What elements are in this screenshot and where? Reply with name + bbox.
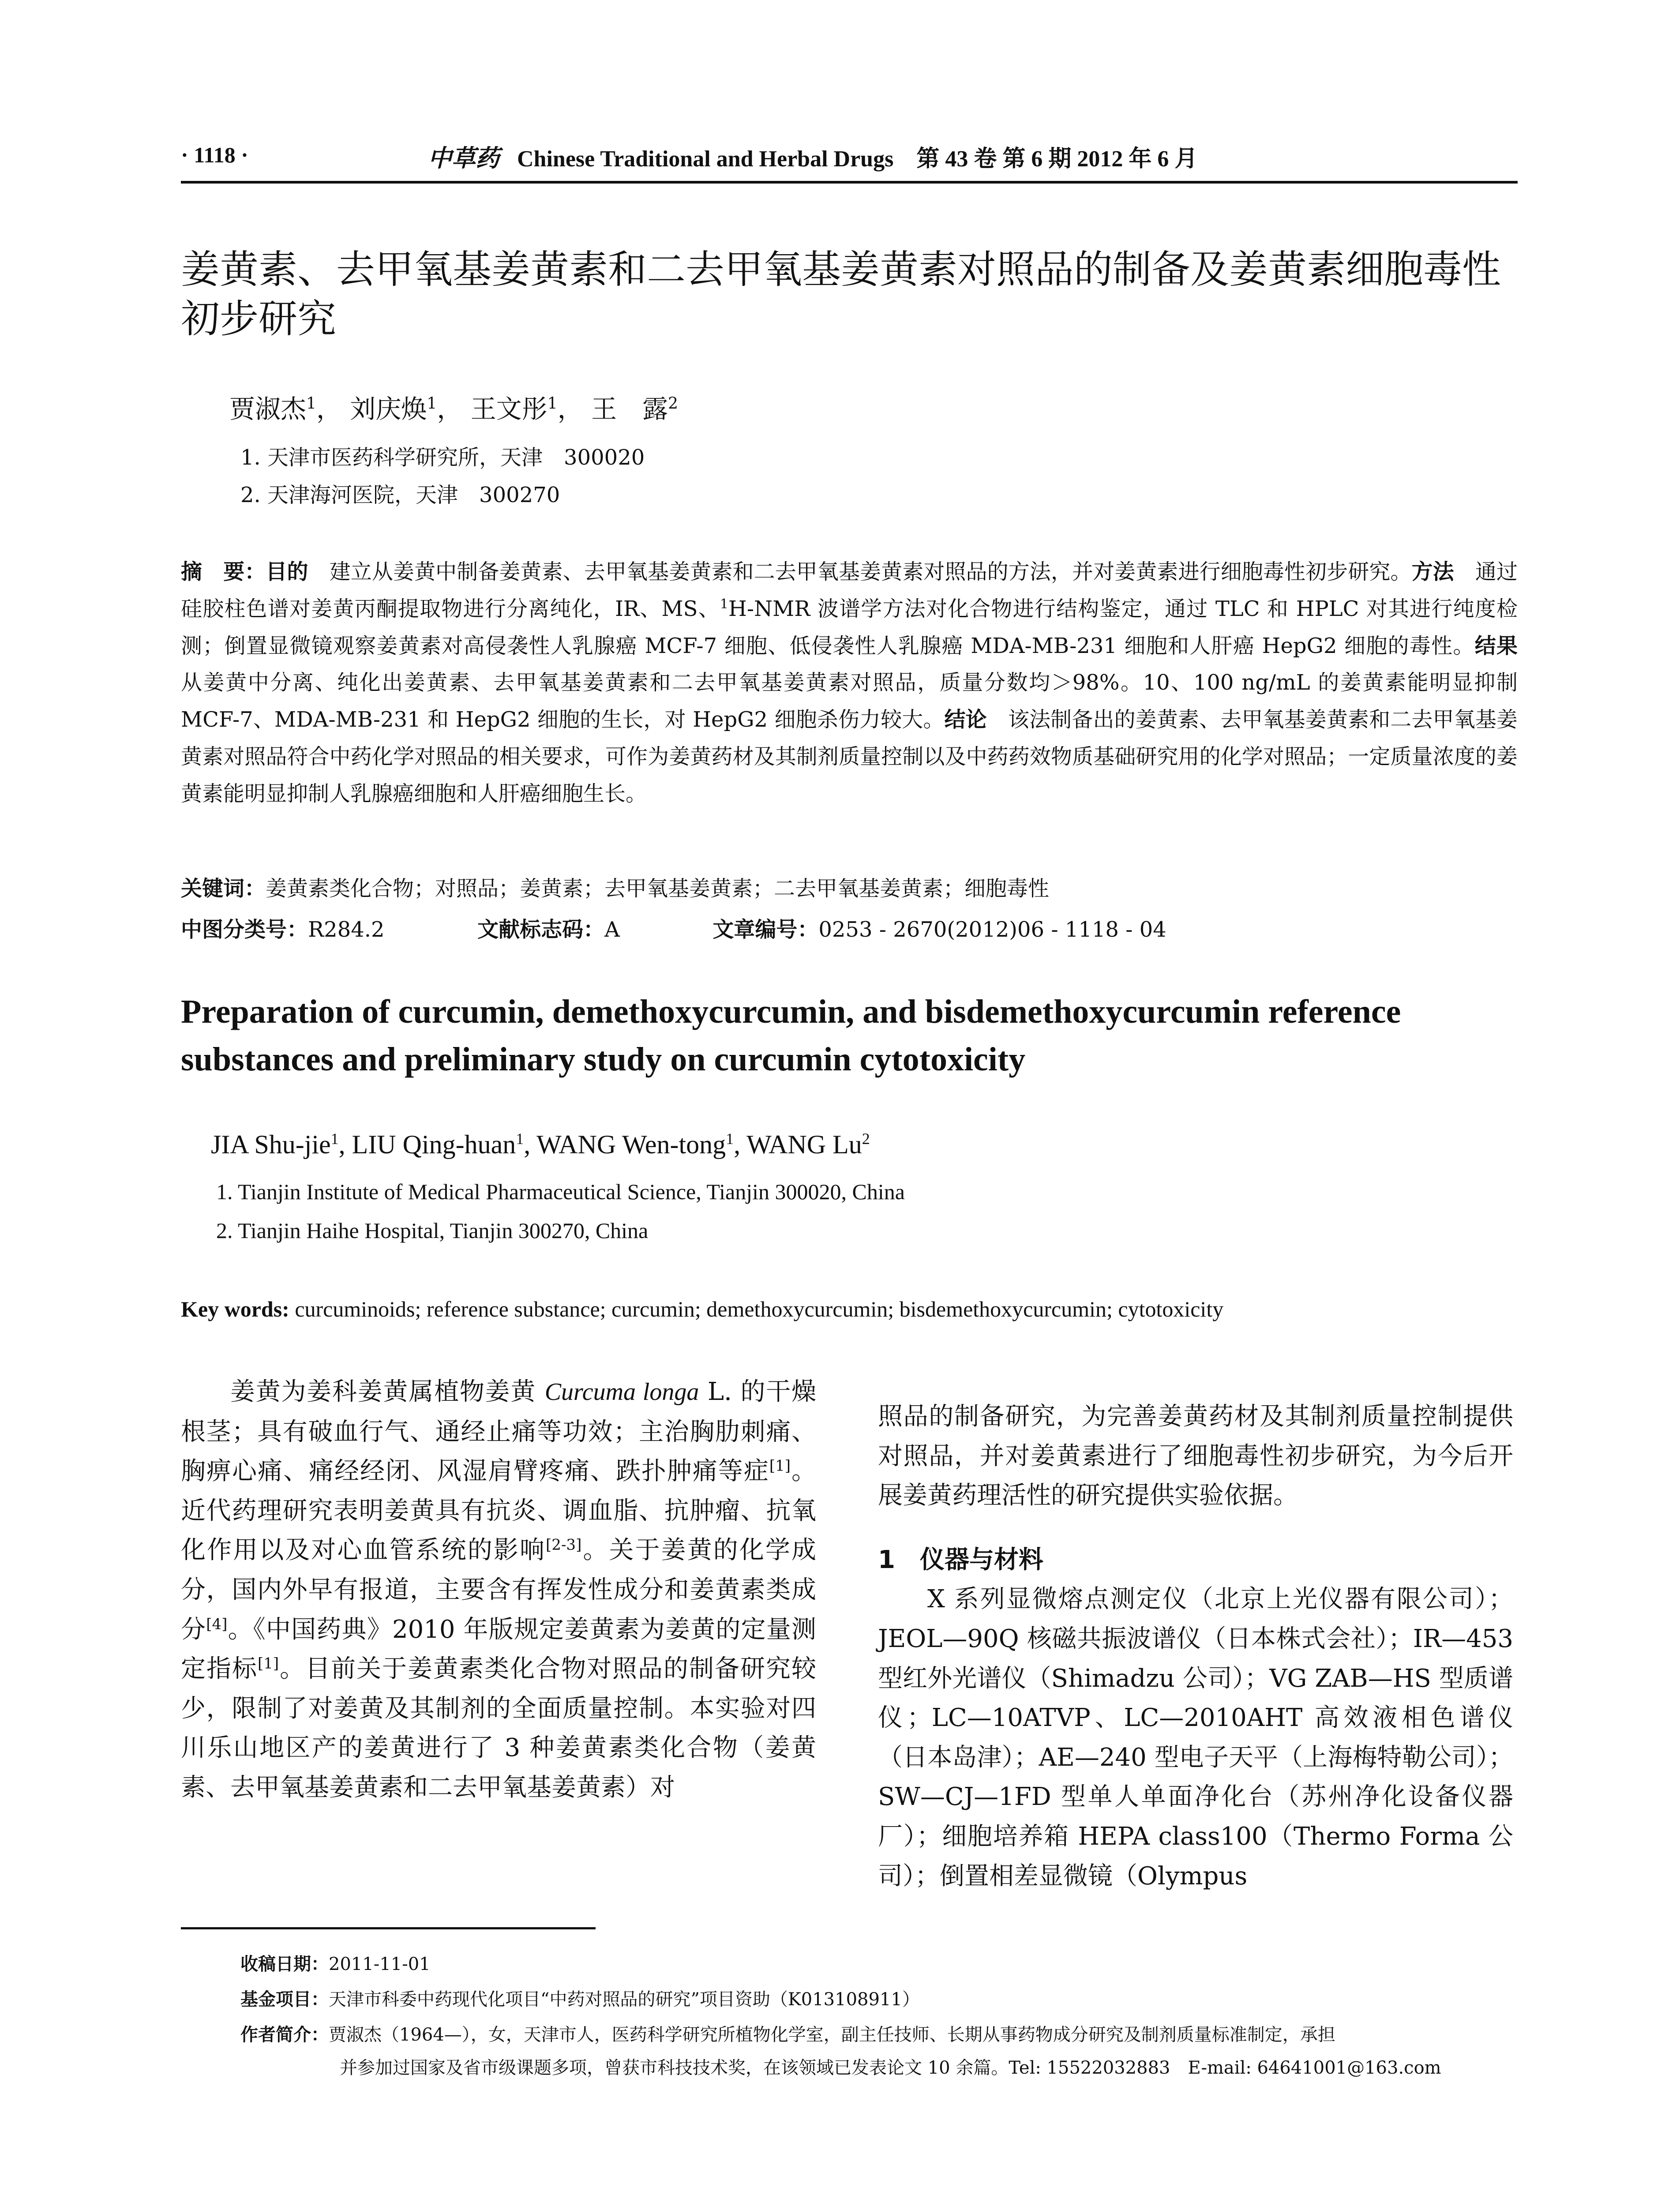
body-text: L. 的干燥根茎；具有破血行气、通经止痛等功效；主治胸肋刺痛、胸痹心痛、痛经经闭、风湿肩臂疼痛、跌扑肿痛等症 bbox=[181, 1377, 817, 1486]
author-affiliation-mark: 1 bbox=[726, 1130, 734, 1148]
doc-code-label: 文献标志码： bbox=[477, 917, 605, 942]
result-label: 结果 bbox=[1474, 633, 1518, 658]
author-name: 贾淑杰 bbox=[229, 394, 307, 424]
cn-affiliation-2: 2. 天津海河医院，天津 300270 bbox=[240, 483, 560, 507]
body-text: 。目前关于姜黄素类化合物对照品的制备研究较少，限制了对姜黄及其制剂的全面质量控制。本实验对四川乐山地区产的姜黄进行了 3 种姜黄素类化合物（姜黄素、去甲氧基姜黄素和二去甲氧基姜黄素）对 bbox=[181, 1654, 817, 1802]
method-text: 通过硅胶柱色谱对姜黄丙酮提取物进行分离纯化，IR、MS、 bbox=[181, 559, 1518, 621]
method-label: 方法 bbox=[1411, 559, 1454, 584]
abstract-label: 摘 要： bbox=[181, 559, 266, 584]
body-text: 。《中国药典》2010 年版规定姜黄素为姜黄的定量测定指标 bbox=[181, 1615, 816, 1684]
author-name: LIU Qing-huan bbox=[352, 1130, 516, 1159]
citation: [4] bbox=[206, 1615, 228, 1633]
doc-code-value: A bbox=[604, 917, 620, 942]
journal-issue: 第 43 卷 第 6 期 2012 年 6 月 bbox=[916, 146, 1198, 172]
body-text: 。关于姜黄的化学成分，国内外早有报道，主要含有挥发性成分和姜黄素类成分 bbox=[181, 1536, 817, 1644]
objective-text: 建立从姜黄中制备姜黄素、去甲氧基姜黄素和二去甲氧基姜黄素对照品的方法，并对姜黄素进行细胞毒性初步研究。 bbox=[329, 559, 1412, 584]
cn-keywords bbox=[181, 871, 1049, 902]
article-no-label: 文章编号： bbox=[712, 917, 819, 942]
author-affiliation-mark: 2 bbox=[668, 394, 678, 413]
body-column-left bbox=[181, 1372, 816, 1808]
en-keywords-text: curcuminoids; reference substance; curcumin; demethoxycurcumin; bisdemethoxycurcumin; cytotoxicity bbox=[295, 1297, 1224, 1321]
article-no-value: 0253 - 2670(2012)06 - 1118 - 04 bbox=[818, 917, 1166, 942]
journal-name: Chinese Traditional and Herbal Drugs bbox=[517, 146, 894, 172]
result-text: 从姜黄中分离、纯化出姜黄素、去甲氧基姜黄素和二去甲氧基姜黄素对照品，质量分数均＞98%。10、100 ng/mL 的姜黄素能明显抑制 MCF-7、MDA-MB-231 和 HepG2 细胞的生长，对 HepG2 细胞杀伤力较大。 bbox=[181, 670, 1518, 732]
author-name: 刘庆焕 bbox=[350, 394, 427, 424]
journal-line bbox=[428, 139, 1197, 173]
en-title: Preparation of curcumin, demethoxycurcumin, and bisdemethoxycurcumin reference substances and preliminary study on curcumin cytotoxicity bbox=[181, 993, 1401, 1078]
cn-authors: 贾淑杰$^1$， 刘庆焕$^1$， 王文彤$^1$， 王 露$^2$ bbox=[229, 394, 678, 424]
author-affiliation-mark: 1 bbox=[330, 1130, 339, 1148]
fund-label: 基金项目： bbox=[240, 1989, 329, 2010]
page-number: · 1118 · bbox=[181, 143, 248, 167]
species-name: Curcuma longa bbox=[544, 1378, 699, 1406]
objective-label: 目的 bbox=[266, 559, 308, 584]
cn-title: 姜黄素、去甲氧基姜黄素和二去甲氧基姜黄素对照品的制备及姜黄素细胞毒性初步研究 bbox=[181, 247, 1501, 341]
author-name: WANG Lu bbox=[746, 1130, 862, 1159]
author-name: WANG Wen-tong bbox=[536, 1130, 726, 1159]
journal-logo: 中草药 bbox=[428, 145, 499, 172]
citation: [2-3] bbox=[546, 1536, 582, 1554]
body-text: 姜黄为姜科姜黄属植物姜黄 bbox=[230, 1377, 545, 1406]
method-text-cont: H-NMR 波谱学方法对化合物进行结构鉴定，通过 TLC 和 HPLC 对其进行纯度检测；倒置显微镜观察姜黄素对高侵袭性人乳腺癌 MCF-7 细胞、低侵袭性人乳腺癌 MDA-MB-231 细胞和人肝癌 HepG2 细胞的毒性。 bbox=[181, 596, 1518, 658]
en-affiliation-1: 1. Tianjin Institute of Medical Pharmaceutical Science, Tianjin 300020, China bbox=[216, 1179, 905, 1204]
nmr-superscript: 1 bbox=[720, 596, 728, 612]
received-label: 收稿日期： bbox=[240, 1954, 329, 1974]
cn-affiliation-1: 1. 天津市医药科学研究所，天津 300020 bbox=[240, 445, 645, 470]
fund-text: 天津市科委中药现代化项目“中药对照品的研究”项目资助（K013108911） bbox=[329, 1989, 920, 2010]
intro-paragraph-cont: 照品的制备研究，为完善姜黄药材及其制剂质量控制提供对照品，并对姜黄素进行了细胞毒性初步研究，为今后开展姜黄药理活性的研究提供实验依据。 bbox=[878, 1402, 1513, 1510]
footnote-author-cont: 并参加过国家及省市级课题多项，曾获市科技技术奖，在该领域已发表论文 10 余篇。Tel: 15522032883 E-mail: 64641001@163.com bbox=[340, 2058, 1441, 2078]
section-heading: 1 仪器与材料 bbox=[878, 1545, 1043, 1574]
running-header bbox=[181, 132, 1518, 184]
keywords-text: 姜黄素类化合物；对照品；姜黄素；去甲氧基姜黄素；二去甲氧基姜黄素；细胞毒性 bbox=[266, 876, 1050, 901]
author-affiliation-mark: 1 bbox=[547, 394, 558, 413]
received-date: 2011-11-01 bbox=[329, 1954, 431, 1974]
intro-paragraph bbox=[181, 1372, 816, 1808]
author-affiliation-mark: 1 bbox=[427, 394, 437, 413]
en-affiliation-2: 2. Tianjin Haihe Hospital, Tianjin 300270, China bbox=[216, 1218, 649, 1243]
instruments-paragraph: X 系列显微熔点测定仪（北京上光仪器有限公司）；JEOL—90Q 核磁共振波谱仪（日本株式会社）；IR—453 型红外光谱仪（Shimadzu 公司）；VG ZAB—HS 型质谱仪；LC—10ATVP、LC—2010AHT 高效液相色谱仪（日本岛津）；AE—240 型电子天平（上海梅特勒公司）；SW—CJ—1FD 型单人单面净化台（苏州净化设备仪器厂）；细胞培养箱 HEPA class100（Thermo Forma 公司）；倒置相差显微镜（Olympus bbox=[878, 1585, 1513, 1891]
footnote-divider bbox=[181, 1927, 596, 1929]
author-affiliation-mark: 2 bbox=[862, 1130, 870, 1148]
author-affiliation-mark: 1 bbox=[306, 394, 316, 413]
author-affiliation-mark: 1 bbox=[516, 1130, 524, 1148]
author-bio-label: 作者简介： bbox=[240, 2025, 329, 2045]
conclusion-text: 该法制备出的姜黄素、去甲氧基姜黄素和二去甲氧基姜黄素对照品符合中药化学对照品的相关要求，可作为姜黄药材及其制剂质量控制以及中药药效物质基础研究用的化学对照品；一定质量浓度的姜黄素能明显抑制人乳腺癌细胞和人肝癌细胞生长。 bbox=[181, 707, 1518, 806]
cn-abstract bbox=[181, 554, 1518, 812]
cn-classification-line bbox=[181, 912, 1166, 943]
author-bio-text: 贾淑杰（1964—），女，天津市人，医药科学研究所植物化学室，副主任技师、长期从事药物成分研究及制剂质量标准制定，承担 bbox=[329, 2025, 1335, 2045]
author-name: JIA Shu-jie bbox=[211, 1130, 331, 1159]
citation: [1] bbox=[257, 1654, 279, 1673]
body-text: 。近代药理研究表明姜黄具有抗炎、调血脂、抗肿瘤、抗氧化作用以及对心血管系统的影响 bbox=[181, 1457, 817, 1565]
conclusion-label: 结论 bbox=[944, 707, 987, 732]
keywords-label: 关键词： bbox=[181, 876, 266, 901]
footnote-received bbox=[240, 1950, 431, 1975]
author-name: 王文彤 bbox=[470, 394, 548, 424]
body-column-right bbox=[878, 1372, 1513, 1896]
clc-label: 中图分类号： bbox=[181, 917, 308, 942]
citation: [1] bbox=[769, 1457, 791, 1475]
en-keywords-label: Key words: bbox=[181, 1297, 289, 1321]
en-keywords bbox=[181, 1296, 1223, 1322]
en-authors: JIA Shu-jie$^1$, LIU Qing-huan$^1$, WANG Wen-tong$^1$, WANG Lu$^2$ bbox=[211, 1130, 870, 1159]
footnote-fund bbox=[240, 1985, 920, 2011]
author-name: 王 露 bbox=[591, 394, 668, 424]
footnote-author bbox=[240, 2021, 1335, 2046]
clc-value: R284.2 bbox=[308, 917, 385, 942]
